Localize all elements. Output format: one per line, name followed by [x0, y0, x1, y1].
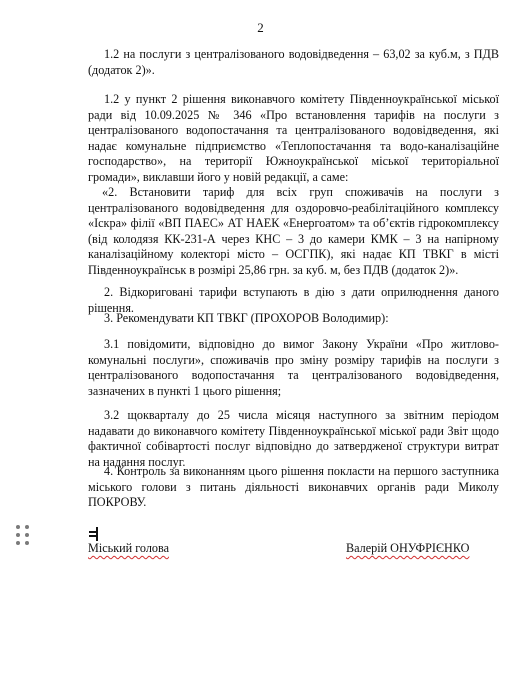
signature-name: [346, 541, 469, 557]
paragraph-3-1-notify: 3.1 повідомити, відповідно до вимог Закону України «Про житлово-комунальні послуги», споживачів про зміну розміру тарифів на послуги з централізованого водопостачання та централізованого водовідведення, зазначених в пункті 1 цього рішення;: [88, 337, 499, 398]
signature-title: [88, 541, 169, 557]
signature-name-text: Валерій ОНУФРІЄНКО: [346, 541, 470, 555]
paragraph-4-control: 4. Контроль за виконанням цього рішення покласти на першого заступника міського голови з питань діяльності виконавчих органів ради Миколу ПОКРОВУ.: [88, 464, 499, 510]
paragraph-3-2-report: 3.2 щокварталу до 25 числа місяця наступного за звітним періодом надавати до виконавчого комітету Південноукраїнської міської ради Звіт щодо фактичної собівартості послуг відповідно до затвердженої структури витрат на надання послуг.: [88, 408, 499, 469]
paragraph-3-recommend: 3. Рекомендувати КП ТВКГ (ПРОХОРОВ Володимир):: [104, 311, 389, 325]
signature-title-text: Міський голова: [88, 541, 170, 555]
paragraph-1-2-amend-point-2: 1.2 у пункт 2 рішення виконавчого комітету Південноукраїнської міської ради від 10.09.2025 № 346 «Про встановлення тарифів на послуги з централізованого водопостачання та централізованого водовідведення, які надає комунальне підприємство «Теплопостачання та водо-каналізаційне господарство», на території Южноукраїнської міської територіальної громади», виклавши його у новій редакції, а саме:: [88, 92, 499, 184]
text-cursor-icon: [89, 527, 99, 541]
drag-handle-icon[interactable]: [16, 525, 32, 545]
paragraph-2-effective-date: 2. Відкориговані тарифи вступають в дію з дати оприлюднення даного рішення.: [88, 285, 499, 315]
page-number: 2: [257, 20, 264, 35]
paragraph-quoted-point-2: «2. Встановити тариф для всіх груп споживачів на послуги з централізованого водовідведення для оздоровчо-реабілітаційного комплексу «Іскра» філії «ВП ПАЕС» АТ НАЕК «Енергоатом» та об’єктів гідрокомплексу (від колодязя КК-231-А через КНС – 3 до камери КМК – 3 на напірному каналізаційному колекторі місто – ОСГПК), які надає КП ТВКГ в місті Південноукраїнськ в розмірі 25,86 грн. за куб. м, без ПДВ (додаток 2)».: [88, 185, 499, 277]
paragraph-1-2-drainage-tariff: 1.2 на послуги з централізованого водовідведення – 63,02 за куб.м, з ПДВ (додаток 2)».: [88, 47, 499, 77]
